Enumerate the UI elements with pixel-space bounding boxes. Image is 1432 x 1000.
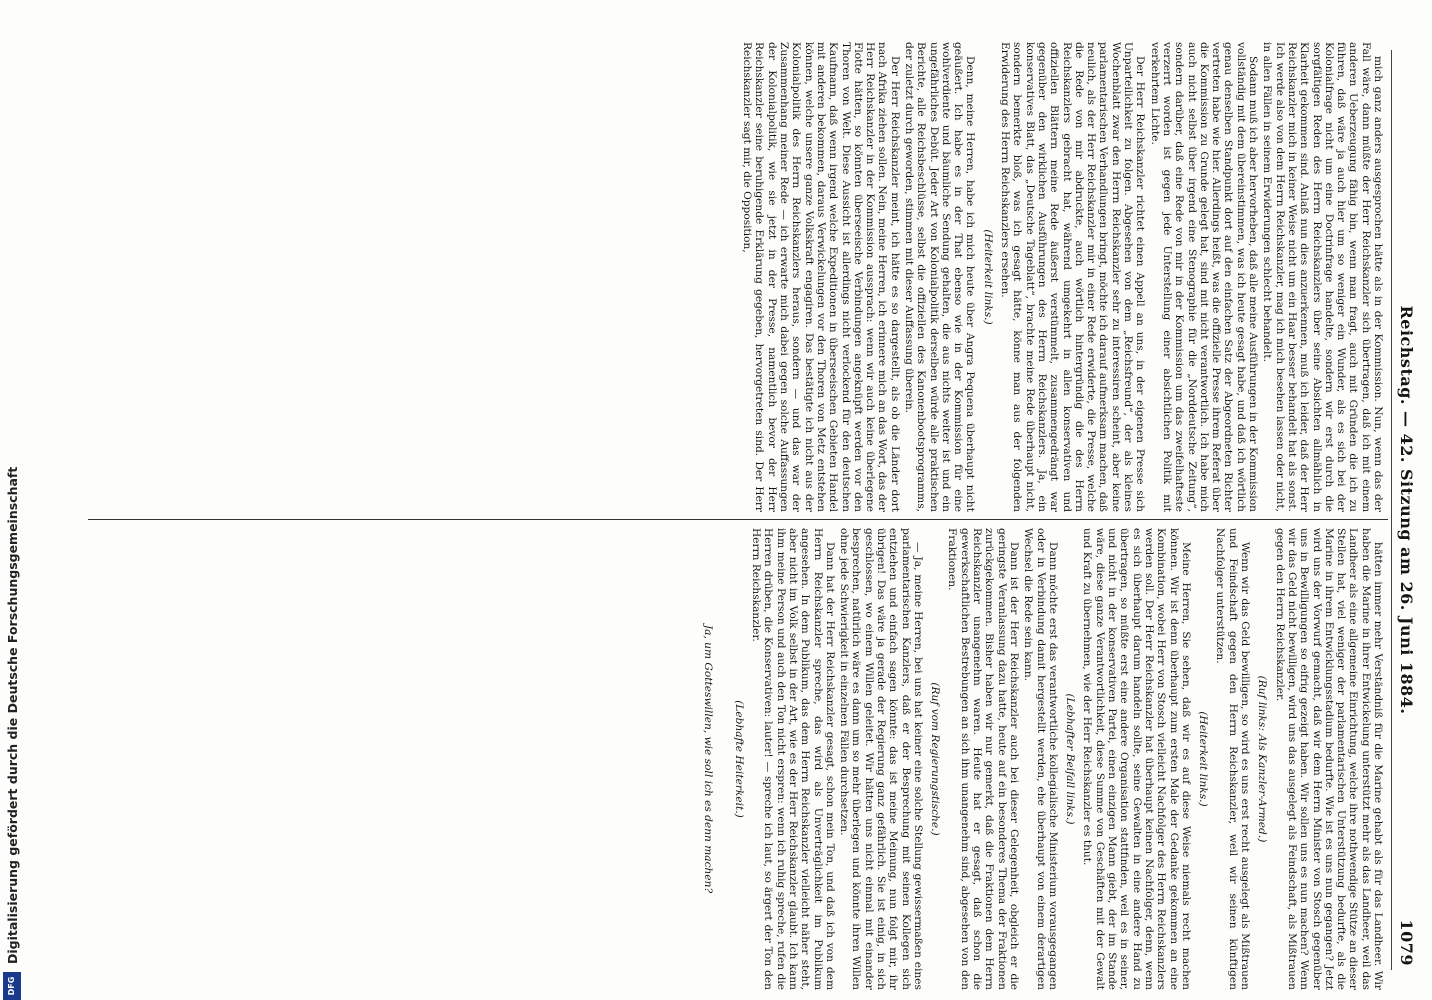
running-head <box>1391 50 1418 970</box>
stage-direction: (Heiterkeit links.) <box>981 229 994 325</box>
paragraph: Sodann muß ich aber hervorheben, daß alle meine Ausführungen in der Kommission vollständig mit dem übereinstimmen, was ich heute gesagt habe, und daß ich wörtlich genau denselben Standpunkt dort auf den einfachen Satz der Abgeordneten Richter vertreten habe wie hier. Allerdings heißt, was die offizielle Presse ihrem Referat über die Kommission zu Grunde gelegt hat, sind mit nicht verantwortlich. Ich habe mich auch nicht selbst über irgend eine Stenographie für die „Norddeutsche Zeitung“, sondern darüber, daß eine Rede von mir in der Kommission um das zweifelhafteste verzerrt worden ist gegen jede Unterstellung einer absichtlichen Politik mit verkehrtem Lichte. <box>1148 42 1260 512</box>
paragraph: Der Herr Reichskanzler meint, ich hätte es so dargestellt, als ob die Länder dort nach Afrika ziehen sollen. Nein, meine Herren, ich erinnere mich an das Wort, das der Herr Reichskanzler in der Kommission aussprach: wenn wir auch keine überlegene Flotte hätten, so könnten überseeische Verbindungen angeknüpft werden vor den Thoren von Welt. Diese Aussicht ist allerdings nicht verlockend für den deutschen Kaufmann, daß wenn irgend welche Expeditionen in überseeischen Gebieten Handel mit anderen bekommen, daraus Verwickelungen vor den Thoren von Metz entstehen können, welche unsere ganze Volkskraft engagiren. Das bestätigte ich nicht aus der Kolonialpolitik des Herrn Reichskanzlers heraus, sondern — und das war der Zusammenhang meiner Rede — ich erwarte mich dabei gegen solche Auffassungen der Kolonialpolitik, wie sie jetzt in der Presse, namentlich bevor der Herr Reichskanzler seine beruhigende Erklärung gegeben, hervorgetreten sind. Der Herr Reichskanzler sagt mir, die Opposition, <box>741 42 901 512</box>
paragraph: hätten immer mehr Verständniß für die Marine gehabt als für das Landheer. Wir haben die Marine in ihrer Entwickelung unterstützt mehr als das Landheer, weil das Landheer als eine allgemeine Einrichtung, welche ihre nothwendige Stütze an dieser Stellen hat, viel weniger der parlamentarischen Unterstützung bedurfte, als die Marine in ihrem Entwicklungsstadium bedurfte. Wie ist es uns nun gegangen? Jetzt wird uns der Vorwurf gemacht, daß wir dem Herrn Minister von Stosch gegenüber uns in Bewilligungen so eifrig gezeigt haben. Wir sollen uns es nun machen? Wenn wir das Geld nicht bewilligen, wird uns das ausgelegt als Feindschaft, als Mißtrauen gegen den Herrn Reichskanzler. <box>1273 528 1384 990</box>
paragraph: Denn, meine Herren, habe ich mich heute über Angra Pequena überhaupt nicht geäußert. Ich habe es in der That ebenso wie in der Kommission für eine wohlverdiente und bäumliche Sendung gehalten, die aus nichts weiter ist und ein ungefährliches Debüt. Jeder Art von Kolonialpolitik derselben würde alle praktischen Berichte, alle Reichsbeschlüsse, selbst die offiziellen des Kanonenbootsprogramms, der zuletzt durch geworden, stimmen mit dieser Auffassung überein. <box>903 42 977 512</box>
stage-direction: (Lebhafter Beifall links.) <box>1064 693 1077 825</box>
stage-direction: (Lebhafte Heiterkeit.) <box>732 700 745 818</box>
stage-direction: (Ruf links: Als Kanzler-Armed.) <box>1256 675 1269 843</box>
text-column-left <box>44 42 1384 512</box>
paragraph: Meine Herren, Sie sehen, daß wir es auf diese Weise niemals recht machen können. Wir ist denn überhaupt zum ersten Male der Gedanke gekommen an eine Kombination, wobei Herr von Stosch vielleicht Nachfolger des Herrn Reichskanzlers werden soll. Der Herr Reichskanzler hat überhaupt keinen Nachfolger, denn, wenn es sich überhaupt darum handeln sollte, seine Gewalten in eine andere Hand zu übertragen, so müßte erst eine andere Organisation stattfinden, weil es in seiner, und nicht in der konservativen Partei, einen einzigen Mann giebt, der im Stande wäre, diese ganze Verantwortlichkeit, diese Summe von Geschäften mit der Gewalt und Kraft zu übernehmen, wie der Herr Reichskanzler es thut. <box>1081 528 1192 990</box>
paragraph: Wenn wir das Geld bewilligen, so wird es uns erst recht ausgelegt als Mißtrauen und Feindschaft gegen den Herrn Reichskanzler, weil wir seinen künftigen Nachfolger unterstützen. <box>1214 528 1252 990</box>
paragraph: Dann hat der Herr Reichskanzler gesagt, schon mein Ton, und daß ich von dem Herrn Reichskanzler spreche, das wird als Unverträglichkeit im Publikum angesehen. In dem Publikum, das dem Herrn Reichskanzler vielleicht näher steht, aber nicht im Volk selbst in der Art, wie es der Herr Reichskanzler glaubt. Ich kann ihm meine Person und auch den Ton nicht erspren: wenn ich ruhig spreche, rufen die Herren drüben, die Konservativen: lauter! — spreche ich laut, so ärgert der Ton den Herrn Reichskanzler. <box>750 528 836 990</box>
dfg-logo: DFG <box>3 972 21 1000</box>
column-divider <box>88 519 1388 520</box>
paragraph: — Ja, meine Herren, bei uns hat keiner eine solche Stellung gewissermaßen eines parlamentarischen Kanzlers, daß er der Besprechung mit seinen Kollegen sich entziehen und einfach sagen könnte: das ist meine Meinung, nun folgt mir, ihr übrigen! Das wäre ja gerade der Regierung ganz gefährlich. Sie ist einig, in sich geschlossen, wo einem Willen geleitet. Wir hätten uns nicht einmal mit einander besprechen, natürlich wäre es dann um so mehr überlegen und könnte ihren Willen ohne jede Schwierigkeit in einzelnen Fällen durchsetzen. <box>838 528 924 990</box>
running-head-title: Reichstag. — 42. Sitzung am 26. Juni 1884. <box>1397 305 1416 715</box>
paragraph: Dann möchte erst das verantwortliche kollegialische Ministerium vorausgegangen oder in Verbindung damit hergestellt werden, ehe überhaupt von einem derartigen Wechsel die Rede sein kann. <box>1022 528 1059 990</box>
closing-line: Ja, um Gotteswillen, wie soll ich es denn machen? <box>702 624 715 894</box>
paragraph: Der Herr Reichskanzler richtet einen Appell an uns, in der eigenen Presse sich Unparteilichkeit zu folgen. Abgesehen von dem „Reichsfreund“, der als kleines Wochenblatt zwar den Herrn Reichskanzler sehr zu interessiren scheint, aber keine parlamentarischen Verhandlungen bringt, möchte ich darauf aufmerksam machen, daß neulich, als der Herr Reichskanzler mir in einer Rede erwiderte, die Presse, welche die Rede von mir abdruckte, auch wörtlich hintergründig die des Herrn Reichskanzlers gebracht hat, während umgekehrt in allen konservativen und offiziellen Blättern meine Rede äußerst verstümmelt, zusammengedrängt war gegenüber den wirklichen Ausführungen des Herrn Reichskanzlers. Ja, ein konservatives Blatt, das „Deutsche Tageblatt“, brachte meine Rede überhaupt nicht, sondern bemerkte bloß, was ich gesagt hätte, könne man aus der folgenden Erwiderung des Herrn Reichskanzlers ersehen. <box>999 42 1147 512</box>
credit-text: Digitalisierung gefördert durch die Deutsche Forschungsgemeinschaft <box>4 466 20 964</box>
paragraph: mich ganz anders ausgesprochen hätte als in der Kommission. Nun, wenn das der Fall wäre, dann müßte der Herr Reichskanzler sich übertragen, daß ich mit einem anderen Ueberzeugung fähig bin, wenn man fragt, auch mit Gründen die ich zu führen, daß wäre ja auch hier um so weniger ein Wunder, als es sich bei der Kolonialfrage nicht um eine Doctrinfrage handelte, sondern wir erst durch die sorgfältigen Reden des Herrn Reichskanzlers über seine Absichten allmählich in Klarheit gekommen sind. Anlaß nun dies anzuerkennen, muß ich leider, daß der Herr Reichskanzler mich in keiner Weise nicht um ein Haar besser behandelt hat als sonst. Ich werde also von dem Herrn Reichskanzler, mag ich mich besehen lassen oder nicht, in allen Fällen in seinem Erwiderungen schlecht behandelt. <box>1261 42 1384 512</box>
paragraph: Dann ist der Herr Reichskanzler auch bei dieser Gelegenheit, obgleich er die geringste Veranlassung dazu hatte, heute auf ein besonderes Thema der Fraktionen zurückgekommen. Bisher haben wir nur gemerkt, daß die Fraktionen dem Herrn Reichskanzler unangenehm waren. Heute hat er gesagt, daß schon die gewerkschaftlichen Bestrebungen an sich ihm unangenehm sind, abgesehen von den Fraktionen. <box>946 528 1020 990</box>
text-column-right <box>44 528 1384 990</box>
stage-direction: (Ruf vom Regierungstische.) <box>929 682 942 836</box>
stage-direction: (Heiterkeit links.) <box>1197 711 1210 807</box>
page-number: 1079 <box>1397 919 1416 966</box>
digitization-credit <box>1 0 23 1000</box>
